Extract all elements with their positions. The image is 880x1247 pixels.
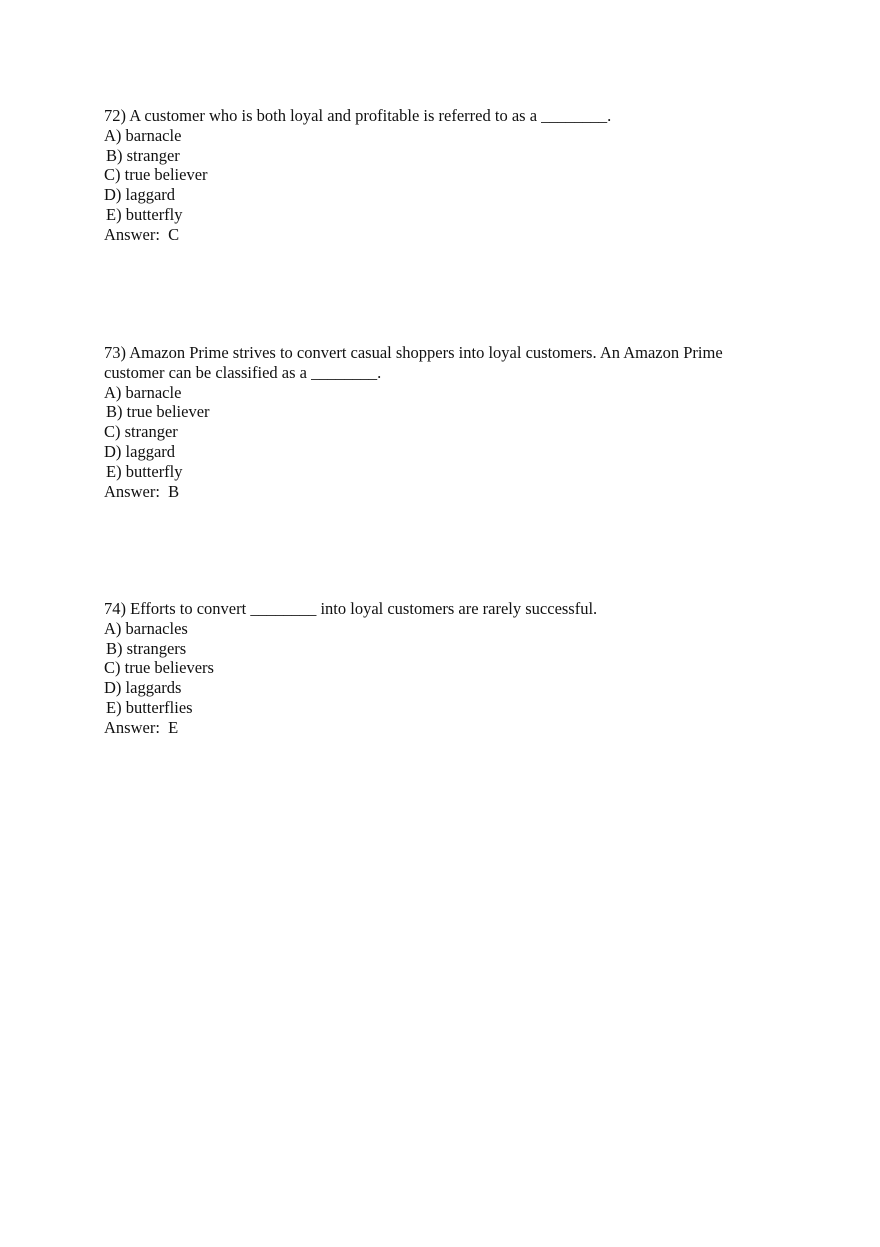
option-a: A) barnacle (104, 382, 182, 402)
option-a: A) barnacle (104, 125, 182, 145)
question-stem-line-2: customer can be classified as a ________. (104, 362, 382, 382)
option-b: B) true believer (106, 402, 210, 422)
option-d: D) laggards (104, 678, 182, 698)
answer-key: Answer: C (104, 224, 180, 244)
answer-key: Answer: E (104, 717, 179, 737)
question-stem: 74) Efforts to convert ________ into loyal customers are rarely successful. (104, 599, 598, 618)
question-stem-line-1: 73) Amazon Prime strives to convert casual shoppers into loyal customers. An Amazon Prime (104, 343, 723, 362)
answer-key: Answer: B (104, 481, 180, 501)
question-74 (104, 599, 764, 738)
option-d: D) laggard (104, 185, 176, 205)
option-d: D) laggard (104, 441, 176, 461)
option-a: A) barnacles (104, 618, 188, 638)
option-b: B) stranger (106, 145, 180, 165)
option-c: C) stranger (104, 422, 178, 442)
question-73 (104, 343, 764, 501)
option-c: C) true believer (104, 165, 208, 185)
option-e: E) butterflies (106, 697, 193, 717)
question-72 (104, 106, 764, 245)
option-b: B) strangers (106, 638, 187, 658)
option-e: E) butterfly (106, 204, 183, 224)
option-c: C) true believers (104, 658, 214, 678)
question-stem: 72) A customer who is both loyal and profitable is referred to as a ________. (104, 106, 612, 125)
option-e: E) butterfly (106, 461, 183, 481)
